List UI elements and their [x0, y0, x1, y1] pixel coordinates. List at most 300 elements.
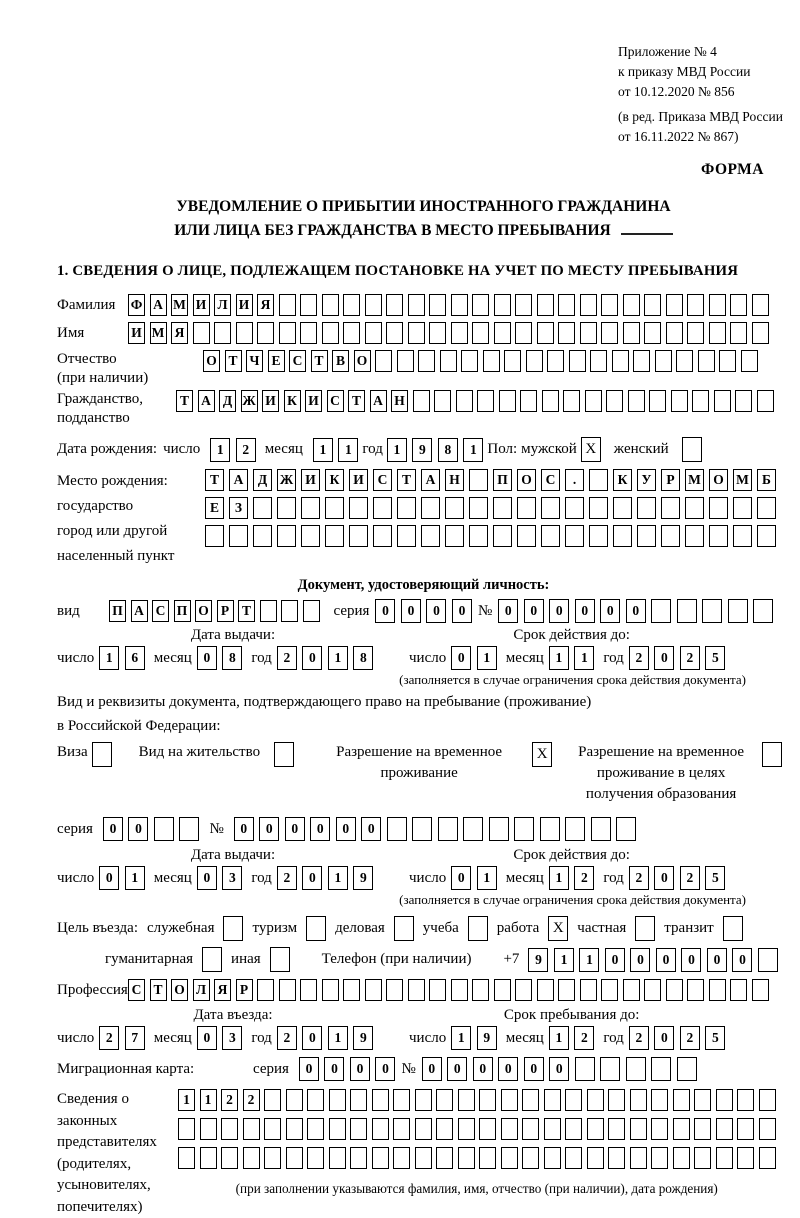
char-box[interactable] — [343, 322, 360, 344]
char-box[interactable]: 5 — [705, 866, 725, 890]
char-box[interactable] — [644, 322, 661, 344]
char-box[interactable] — [759, 1118, 776, 1140]
char-box[interactable]: Я — [171, 322, 188, 344]
char-box[interactable] — [515, 979, 532, 1001]
char-box[interactable] — [687, 322, 704, 344]
char-box[interactable] — [651, 1089, 668, 1111]
char-box[interactable] — [600, 1057, 620, 1081]
char-box[interactable] — [479, 1089, 496, 1111]
char-box[interactable] — [257, 322, 274, 344]
char-box[interactable] — [499, 390, 516, 412]
char-box[interactable] — [307, 1089, 324, 1111]
char-box[interactable] — [365, 322, 382, 344]
char-box[interactable] — [757, 525, 776, 547]
char-box[interactable] — [563, 390, 580, 412]
char-box[interactable] — [685, 525, 704, 547]
char-box[interactable] — [666, 294, 683, 316]
char-box[interactable]: Ч — [246, 350, 263, 372]
char-box[interactable] — [544, 1147, 561, 1169]
char-box[interactable] — [350, 1118, 367, 1140]
char-box[interactable] — [277, 497, 296, 519]
char-box[interactable] — [537, 294, 554, 316]
char-box[interactable] — [243, 1118, 260, 1140]
char-box[interactable]: 2 — [574, 866, 594, 890]
char-box[interactable] — [540, 817, 560, 841]
checkbox-temp-permit[interactable]: X — [532, 742, 552, 767]
char-box[interactable] — [601, 979, 618, 1001]
char-box[interactable]: С — [327, 390, 344, 412]
char-box[interactable]: Т — [238, 600, 255, 622]
char-box[interactable] — [759, 1147, 776, 1169]
char-box[interactable] — [661, 497, 680, 519]
char-box[interactable] — [372, 1118, 389, 1140]
checkbox-purpose-humanitarian[interactable] — [202, 947, 222, 972]
char-box[interactable]: 0 — [310, 817, 330, 841]
char-box[interactable] — [630, 1118, 647, 1140]
char-box[interactable] — [264, 1147, 281, 1169]
char-box[interactable] — [591, 817, 611, 841]
char-box[interactable]: 9 — [353, 866, 373, 890]
char-box[interactable]: Т — [225, 350, 242, 372]
char-box[interactable]: Т — [397, 469, 416, 491]
char-box[interactable]: Т — [176, 390, 193, 412]
char-box[interactable] — [393, 1089, 410, 1111]
char-box[interactable] — [651, 599, 671, 623]
char-box[interactable] — [637, 497, 656, 519]
char-box[interactable] — [373, 525, 392, 547]
char-box[interactable]: 0 — [285, 817, 305, 841]
char-box[interactable] — [221, 1118, 238, 1140]
char-box[interactable]: 0 — [422, 1057, 442, 1081]
char-box[interactable] — [698, 350, 715, 372]
char-box[interactable] — [440, 350, 457, 372]
char-box[interactable] — [741, 350, 758, 372]
char-box[interactable] — [752, 294, 769, 316]
char-box[interactable]: 0 — [324, 1057, 344, 1081]
char-box[interactable]: Р — [661, 469, 680, 491]
char-box[interactable] — [558, 294, 575, 316]
char-box[interactable]: 2 — [680, 646, 700, 670]
char-box[interactable]: Л — [193, 979, 210, 1001]
char-box[interactable] — [517, 525, 536, 547]
char-box[interactable]: 0 — [654, 646, 674, 670]
char-box[interactable] — [458, 1118, 475, 1140]
char-box[interactable]: А — [370, 390, 387, 412]
char-box[interactable]: 0 — [732, 948, 752, 972]
char-box[interactable]: 8 — [353, 646, 373, 670]
char-box[interactable] — [623, 322, 640, 344]
char-box[interactable]: К — [613, 469, 632, 491]
char-box[interactable] — [434, 390, 451, 412]
char-box[interactable] — [365, 979, 382, 1001]
char-box[interactable]: 5 — [705, 1026, 725, 1050]
char-box[interactable] — [580, 294, 597, 316]
char-box[interactable] — [522, 1118, 539, 1140]
char-box[interactable]: 0 — [549, 1057, 569, 1081]
char-box[interactable] — [493, 497, 512, 519]
char-box[interactable]: 1 — [549, 866, 569, 890]
char-box[interactable] — [719, 350, 736, 372]
char-box[interactable] — [757, 497, 776, 519]
char-box[interactable] — [469, 525, 488, 547]
char-box[interactable] — [451, 322, 468, 344]
char-box[interactable] — [728, 599, 748, 623]
char-box[interactable] — [623, 979, 640, 1001]
char-box[interactable] — [514, 817, 534, 841]
char-box[interactable]: С — [128, 979, 145, 1001]
char-box[interactable] — [630, 1089, 647, 1111]
char-box[interactable] — [279, 979, 296, 1001]
char-box[interactable]: М — [150, 322, 167, 344]
checkbox-purpose-service[interactable] — [223, 916, 243, 941]
char-box[interactable] — [608, 1118, 625, 1140]
char-box[interactable] — [418, 350, 435, 372]
char-box[interactable]: К — [284, 390, 301, 412]
char-box[interactable] — [178, 1147, 195, 1169]
char-box[interactable] — [415, 1147, 432, 1169]
char-box[interactable] — [264, 1089, 281, 1111]
char-box[interactable]: Н — [445, 469, 464, 491]
char-box[interactable] — [612, 350, 629, 372]
char-box[interactable] — [589, 497, 608, 519]
char-box[interactable]: 7 — [125, 1026, 145, 1050]
char-box[interactable] — [494, 979, 511, 1001]
char-box[interactable]: Е — [268, 350, 285, 372]
char-box[interactable] — [322, 979, 339, 1001]
char-box[interactable] — [752, 322, 769, 344]
char-box[interactable] — [494, 294, 511, 316]
char-box[interactable] — [329, 1089, 346, 1111]
char-box[interactable] — [714, 390, 731, 412]
char-box[interactable] — [651, 1147, 668, 1169]
char-box[interactable]: 2 — [629, 1026, 649, 1050]
char-box[interactable]: 0 — [426, 599, 446, 623]
char-box[interactable] — [281, 600, 298, 622]
char-box[interactable]: И — [193, 294, 210, 316]
char-box[interactable]: Ф — [128, 294, 145, 316]
char-box[interactable]: 0 — [451, 866, 471, 890]
char-box[interactable]: О — [203, 350, 220, 372]
char-box[interactable] — [565, 497, 584, 519]
char-box[interactable] — [214, 322, 231, 344]
char-box[interactable]: 0 — [549, 599, 569, 623]
checkbox-purpose-business[interactable] — [394, 916, 414, 941]
char-box[interactable] — [479, 1147, 496, 1169]
char-box[interactable] — [415, 1089, 432, 1111]
char-box[interactable]: 0 — [473, 1057, 493, 1081]
char-box[interactable] — [544, 1089, 561, 1111]
char-box[interactable] — [757, 390, 774, 412]
char-box[interactable]: 1 — [549, 1026, 569, 1050]
char-box[interactable] — [279, 322, 296, 344]
char-box[interactable]: Р — [217, 600, 234, 622]
checkbox-purpose-other[interactable] — [270, 947, 290, 972]
char-box[interactable] — [737, 1089, 754, 1111]
char-box[interactable]: П — [174, 600, 191, 622]
char-box[interactable] — [541, 497, 560, 519]
char-box[interactable]: И — [305, 390, 322, 412]
char-box[interactable]: Т — [348, 390, 365, 412]
char-box[interactable]: 0 — [524, 599, 544, 623]
char-box[interactable] — [752, 979, 769, 1001]
char-box[interactable] — [565, 1147, 582, 1169]
char-box[interactable]: 0 — [197, 646, 217, 670]
char-box[interactable] — [673, 1118, 690, 1140]
char-box[interactable]: Б — [757, 469, 776, 491]
char-box[interactable]: 1 — [313, 438, 333, 462]
char-box[interactable]: 1 — [554, 948, 574, 972]
char-box[interactable]: 2 — [680, 1026, 700, 1050]
char-box[interactable] — [436, 1089, 453, 1111]
char-box[interactable]: О — [171, 979, 188, 1001]
char-box[interactable] — [438, 817, 458, 841]
char-box[interactable] — [415, 1118, 432, 1140]
char-box[interactable]: 9 — [528, 948, 548, 972]
char-box[interactable]: 0 — [259, 817, 279, 841]
char-box[interactable]: 1 — [178, 1089, 195, 1111]
char-box[interactable] — [329, 1118, 346, 1140]
char-box[interactable] — [469, 469, 488, 491]
char-box[interactable]: 0 — [630, 948, 650, 972]
checkbox-temp-permit-edu[interactable] — [762, 742, 782, 767]
char-box[interactable] — [580, 979, 597, 1001]
char-box[interactable] — [644, 979, 661, 1001]
char-box[interactable] — [587, 1089, 604, 1111]
char-box[interactable] — [349, 525, 368, 547]
char-box[interactable] — [547, 350, 564, 372]
char-box[interactable] — [709, 525, 728, 547]
char-box[interactable]: 1 — [579, 948, 599, 972]
char-box[interactable] — [709, 322, 726, 344]
char-box[interactable] — [677, 1057, 697, 1081]
char-box[interactable]: Д — [253, 469, 272, 491]
char-box[interactable] — [709, 979, 726, 1001]
char-box[interactable]: 1 — [328, 1026, 348, 1050]
char-box[interactable] — [193, 322, 210, 344]
char-box[interactable]: С — [289, 350, 306, 372]
char-box[interactable]: 0 — [654, 1026, 674, 1050]
char-box[interactable]: А — [150, 294, 167, 316]
char-box[interactable]: 0 — [302, 866, 322, 890]
checkbox-male[interactable]: X — [581, 437, 601, 462]
char-box[interactable] — [483, 350, 500, 372]
char-box[interactable] — [179, 817, 199, 841]
char-box[interactable] — [456, 390, 473, 412]
char-box[interactable]: А — [421, 469, 440, 491]
char-box[interactable] — [469, 497, 488, 519]
char-box[interactable] — [243, 1147, 260, 1169]
char-box[interactable]: 2 — [236, 438, 256, 462]
char-box[interactable]: 0 — [524, 1057, 544, 1081]
char-box[interactable]: Н — [391, 390, 408, 412]
char-box[interactable] — [633, 350, 650, 372]
char-box[interactable] — [730, 979, 747, 1001]
char-box[interactable]: М — [171, 294, 188, 316]
char-box[interactable] — [493, 525, 512, 547]
char-box[interactable] — [325, 525, 344, 547]
char-box[interactable]: С — [152, 600, 169, 622]
char-box[interactable] — [677, 599, 697, 623]
char-box[interactable] — [421, 525, 440, 547]
char-box[interactable] — [300, 979, 317, 1001]
char-box[interactable] — [644, 294, 661, 316]
char-box[interactable]: 1 — [328, 646, 348, 670]
char-box[interactable]: С — [373, 469, 392, 491]
char-box[interactable] — [537, 979, 554, 1001]
char-box[interactable]: 9 — [477, 1026, 497, 1050]
char-box[interactable] — [613, 525, 632, 547]
char-box[interactable] — [300, 294, 317, 316]
char-box[interactable]: 3 — [222, 1026, 242, 1050]
char-box[interactable]: 0 — [656, 948, 676, 972]
char-box[interactable] — [387, 817, 407, 841]
char-box[interactable] — [461, 350, 478, 372]
checkbox-purpose-private[interactable] — [635, 916, 655, 941]
char-box[interactable] — [393, 1147, 410, 1169]
char-box[interactable]: 1 — [387, 438, 407, 462]
char-box[interactable]: 1 — [549, 646, 569, 670]
char-box[interactable]: Т — [311, 350, 328, 372]
char-box[interactable] — [759, 1089, 776, 1111]
char-box[interactable]: Я — [257, 294, 274, 316]
char-box[interactable]: 0 — [626, 599, 646, 623]
char-box[interactable] — [694, 1118, 711, 1140]
char-box[interactable]: 2 — [574, 1026, 594, 1050]
char-box[interactable]: 0 — [575, 599, 595, 623]
char-box[interactable] — [694, 1147, 711, 1169]
char-box[interactable]: 1 — [328, 866, 348, 890]
checkbox-purpose-transit[interactable] — [723, 916, 743, 941]
char-box[interactable] — [522, 1147, 539, 1169]
char-box[interactable] — [526, 350, 543, 372]
char-box[interactable] — [386, 322, 403, 344]
char-box[interactable]: В — [332, 350, 349, 372]
char-box[interactable] — [178, 1118, 195, 1140]
char-box[interactable] — [608, 1147, 625, 1169]
char-box[interactable]: 0 — [451, 646, 471, 670]
char-box[interactable]: 1 — [574, 646, 594, 670]
char-box[interactable]: 9 — [412, 438, 432, 462]
char-box[interactable]: 0 — [302, 646, 322, 670]
char-box[interactable] — [350, 1089, 367, 1111]
char-box[interactable] — [221, 1147, 238, 1169]
char-box[interactable] — [558, 979, 575, 1001]
char-box[interactable] — [253, 525, 272, 547]
char-box[interactable] — [260, 600, 277, 622]
checkbox-purpose-study[interactable] — [468, 916, 488, 941]
char-box[interactable]: 0 — [103, 817, 123, 841]
char-box[interactable]: 0 — [299, 1057, 319, 1081]
char-box[interactable]: 1 — [338, 438, 358, 462]
char-box[interactable] — [472, 979, 489, 1001]
char-box[interactable] — [758, 948, 778, 972]
char-box[interactable] — [637, 525, 656, 547]
char-box[interactable] — [408, 322, 425, 344]
char-box[interactable]: 2 — [629, 646, 649, 670]
char-box[interactable] — [277, 525, 296, 547]
char-box[interactable] — [504, 350, 521, 372]
checkbox-residence-permit[interactable] — [274, 742, 294, 767]
char-box[interactable]: А — [198, 390, 215, 412]
char-box[interactable] — [408, 979, 425, 1001]
char-box[interactable]: Е — [205, 497, 224, 519]
char-box[interactable] — [412, 817, 432, 841]
char-box[interactable] — [501, 1147, 518, 1169]
checkbox-purpose-work[interactable]: X — [548, 916, 568, 941]
char-box[interactable]: 0 — [197, 866, 217, 890]
char-box[interactable] — [477, 390, 494, 412]
char-box[interactable] — [436, 1118, 453, 1140]
checkbox-purpose-tourism[interactable] — [306, 916, 326, 941]
char-box[interactable] — [601, 322, 618, 344]
char-box[interactable] — [205, 525, 224, 547]
char-box[interactable] — [515, 294, 532, 316]
checkbox-female[interactable] — [682, 437, 702, 462]
char-box[interactable] — [542, 390, 559, 412]
char-box[interactable] — [451, 979, 468, 1001]
char-box[interactable]: 0 — [375, 1057, 395, 1081]
char-box[interactable] — [501, 1118, 518, 1140]
char-box[interactable] — [651, 1057, 671, 1081]
char-box[interactable] — [676, 350, 693, 372]
char-box[interactable] — [445, 525, 464, 547]
char-box[interactable]: 2 — [680, 866, 700, 890]
char-box[interactable] — [229, 525, 248, 547]
char-box[interactable]: Р — [236, 979, 253, 1001]
char-box[interactable] — [372, 1147, 389, 1169]
char-box[interactable]: 0 — [401, 599, 421, 623]
char-box[interactable] — [517, 497, 536, 519]
char-box[interactable]: П — [109, 600, 126, 622]
char-box[interactable] — [386, 979, 403, 1001]
char-box[interactable]: Т — [205, 469, 224, 491]
char-box[interactable] — [673, 1089, 690, 1111]
char-box[interactable] — [286, 1089, 303, 1111]
char-box[interactable]: О — [354, 350, 371, 372]
char-box[interactable]: 1 — [125, 866, 145, 890]
char-box[interactable] — [200, 1147, 217, 1169]
char-box[interactable] — [541, 525, 560, 547]
char-box[interactable] — [236, 322, 253, 344]
char-box[interactable] — [479, 1118, 496, 1140]
char-box[interactable]: 0 — [350, 1057, 370, 1081]
char-box[interactable]: 0 — [654, 866, 674, 890]
char-box[interactable]: 0 — [707, 948, 727, 972]
char-box[interactable]: 1 — [477, 866, 497, 890]
char-box[interactable] — [322, 294, 339, 316]
char-box[interactable]: И — [236, 294, 253, 316]
char-box[interactable]: 2 — [277, 866, 297, 890]
char-box[interactable] — [373, 497, 392, 519]
char-box[interactable]: 2 — [221, 1089, 238, 1111]
char-box[interactable] — [616, 817, 636, 841]
char-box[interactable] — [279, 294, 296, 316]
char-box[interactable]: П — [493, 469, 512, 491]
char-box[interactable] — [494, 322, 511, 344]
char-box[interactable]: 6 — [125, 646, 145, 670]
char-box[interactable] — [329, 1147, 346, 1169]
char-box[interactable] — [520, 390, 537, 412]
char-box[interactable] — [709, 294, 726, 316]
char-box[interactable]: 0 — [197, 1026, 217, 1050]
char-box[interactable] — [515, 322, 532, 344]
char-box[interactable]: И — [349, 469, 368, 491]
char-box[interactable] — [565, 1089, 582, 1111]
char-box[interactable] — [730, 294, 747, 316]
char-box[interactable]: 2 — [629, 866, 649, 890]
char-box[interactable] — [413, 390, 430, 412]
char-box[interactable] — [257, 979, 274, 1001]
